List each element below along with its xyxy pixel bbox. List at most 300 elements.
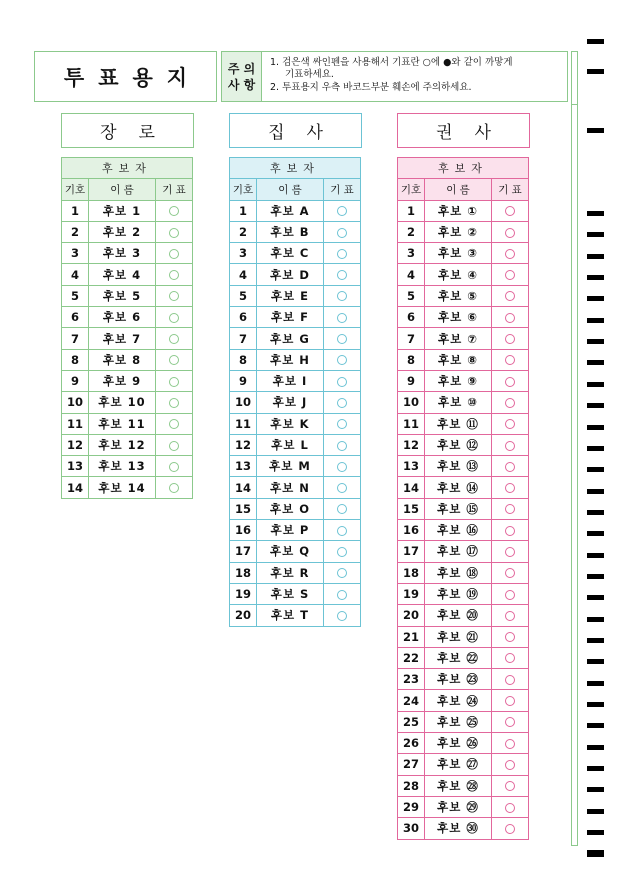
candidate-number: 23 [398,669,425,690]
vote-circle-icon[interactable] [505,653,515,663]
candidate-number: 13 [62,456,89,477]
vote-circle-icon[interactable] [505,590,515,600]
timing-mark [587,510,604,515]
vote-cell[interactable] [492,562,529,583]
candidate-number: 9 [62,370,89,391]
candidate-name: 후보 O [257,498,324,519]
vote-cell[interactable] [156,456,193,477]
vote-circle-icon[interactable] [337,419,347,429]
vote-circle-icon[interactable] [169,270,179,280]
candidate-row [398,264,529,285]
vote-cell[interactable] [492,583,529,604]
candidate-row [62,264,193,285]
candidate-name: 후보 ⑮ [425,498,492,519]
candidate-name: 후보 A [257,200,324,221]
vote-circle-icon[interactable] [505,675,515,685]
candidate-name: 후보 ⑧ [425,349,492,370]
candidate-number: 6 [398,307,425,328]
candidate-number: 8 [230,349,257,370]
candidate-name: 후보 ㉔ [425,690,492,711]
candidate-row [230,413,361,434]
vote-circle-icon[interactable] [169,206,179,216]
candidate-name: 후보 ㉑ [425,626,492,647]
vote-circle-icon[interactable] [505,291,515,301]
vote-cell[interactable] [492,477,529,498]
notice-item-2: 2. 투표용지 우측 바코드부분 훼손에 주의하세요. [270,82,472,93]
vote-circle-icon[interactable] [337,270,347,280]
vote-circle-icon[interactable] [505,334,515,344]
candidate-row [398,775,529,796]
candidate-name: 후보 ㉕ [425,711,492,732]
candidate-row [230,200,361,221]
candidate-row [230,498,361,519]
candidate-row [230,328,361,349]
vote-circle-icon[interactable] [505,717,515,727]
candidate-name: 후보 ㉚ [425,818,492,839]
candidate-name: 후보 ㉓ [425,669,492,690]
timing-mark [587,69,604,74]
candidate-number: 9 [398,370,425,391]
timing-mark [587,318,604,323]
timing-mark [587,254,604,259]
vote-circle-icon[interactable] [337,462,347,472]
candidate-number: 4 [398,264,425,285]
vote-cell[interactable] [492,690,529,711]
candidate-name: 후보 M [257,456,324,477]
vote-cell[interactable] [492,626,529,647]
vote-circle-icon[interactable] [505,781,515,791]
candidate-name: 후보 ② [425,221,492,242]
candidate-name: 후보 ㉖ [425,733,492,754]
vote-cell[interactable] [492,392,529,413]
candidate-number: 4 [230,264,257,285]
candidate-name: 후보 D [257,264,324,285]
vote-cell[interactable] [492,647,529,668]
vote-circle-icon[interactable] [505,696,515,706]
candidate-row [230,307,361,328]
candidate-row [230,477,361,498]
vote-cell[interactable] [492,733,529,754]
candidate-number: 6 [230,307,257,328]
candidate-rows [230,200,361,626]
candidate-number: 9 [230,370,257,391]
candidate-number: 8 [398,349,425,370]
candidate-name: 후보 ⑳ [425,605,492,626]
vote-cell[interactable] [324,498,361,519]
candidate-number: 13 [398,456,425,477]
vote-cell[interactable] [324,328,361,349]
candidate-number: 10 [398,392,425,413]
vote-circle-icon[interactable] [337,398,347,408]
candidate-row [62,456,193,477]
vote-cell[interactable] [492,456,529,477]
candidate-number: 2 [62,221,89,242]
vote-circle-icon[interactable] [337,249,347,259]
vote-circle-icon[interactable] [337,206,347,216]
candidate-row [398,307,529,328]
vote-circle-icon[interactable] [169,313,179,323]
candidate-number: 5 [230,285,257,306]
candidate-row [398,647,529,668]
candidate-row [398,626,529,647]
candidate-name: 후보 ⑨ [425,370,492,391]
vote-cell[interactable] [324,200,361,221]
vote-cell[interactable] [492,243,529,264]
vote-cell[interactable] [492,370,529,391]
vote-cell[interactable] [324,605,361,626]
candidate-row [62,243,193,264]
candidate-row [230,541,361,562]
candidate-name: 후보 ㉙ [425,796,492,817]
vote-cell[interactable] [156,392,193,413]
vote-cell[interactable] [324,541,361,562]
candidate-number: 28 [398,775,425,796]
vote-cell[interactable] [324,456,361,477]
vote-cell[interactable] [492,754,529,775]
section-title: 집사 [229,113,362,148]
vote-cell[interactable] [324,221,361,242]
candidate-row [398,243,529,264]
timing-mark [587,681,604,686]
candidate-name: 후보 2 [89,221,156,242]
candidate-row [230,456,361,477]
timing-mark [587,830,604,835]
vote-circle-icon[interactable] [505,824,515,834]
vote-circle-icon[interactable] [337,590,347,600]
vote-circle-icon[interactable] [337,355,347,365]
candidate-row [398,754,529,775]
candidate-number: 18 [398,562,425,583]
timing-mark [587,850,604,855]
candidate-name: 후보 ⑬ [425,456,492,477]
vote-cell[interactable] [492,264,529,285]
vote-circle-icon[interactable] [337,547,347,557]
candidate-row [398,477,529,498]
vote-cell[interactable] [492,605,529,626]
col-vote: 기 표 [156,179,193,200]
candidate-row [230,221,361,242]
candidate-row [230,520,361,541]
barcode-rail [571,104,578,846]
candidate-number: 26 [398,733,425,754]
timing-mark [587,360,604,365]
candidate-name: 후보 ㉗ [425,754,492,775]
candidate-number: 16 [398,520,425,541]
vote-cell[interactable] [324,562,361,583]
vote-circle-icon[interactable] [505,419,515,429]
vote-circle-icon[interactable] [505,249,515,259]
timing-mark [587,275,604,280]
candidate-header: 후보자 [230,158,361,179]
timing-mark [587,489,604,494]
vote-circle-icon[interactable] [169,355,179,365]
candidate-row [398,818,529,839]
vote-circle-icon[interactable] [505,504,515,514]
vote-circle-icon[interactable] [505,398,515,408]
candidate-number: 12 [230,434,257,455]
vote-circle-icon[interactable] [169,334,179,344]
vote-cell[interactable] [492,221,529,242]
vote-circle-icon[interactable] [337,441,347,451]
timing-mark [587,531,604,536]
vote-cell[interactable] [156,200,193,221]
candidate-name: 후보 ⑯ [425,520,492,541]
candidate-name: 후보 9 [89,370,156,391]
vote-cell[interactable] [324,370,361,391]
candidate-number: 19 [398,583,425,604]
vote-cell[interactable] [492,520,529,541]
vote-circle-icon[interactable] [337,504,347,514]
vote-circle-icon[interactable] [169,377,179,387]
vote-cell[interactable] [156,307,193,328]
vote-circle-icon[interactable] [169,249,179,259]
candidate-number: 11 [398,413,425,434]
candidate-name: 후보 ⑦ [425,328,492,349]
vote-cell[interactable] [324,307,361,328]
candidate-number: 27 [398,754,425,775]
candidate-name: 후보 4 [89,264,156,285]
candidate-name: 후보 ㉒ [425,647,492,668]
candidate-number: 2 [398,221,425,242]
vote-circle-icon[interactable] [337,334,347,344]
candidate-row [62,434,193,455]
notice-label [221,51,262,102]
candidate-row [398,456,529,477]
vote-cell[interactable] [156,413,193,434]
candidate-name: 후보 6 [89,307,156,328]
vote-cell[interactable] [492,711,529,732]
candidate-row [398,285,529,306]
vote-circle-icon[interactable] [337,313,347,323]
candidate-name: 후보 14 [89,477,156,498]
vote-circle-icon[interactable] [337,611,347,621]
vote-circle-icon[interactable] [505,483,515,493]
vote-circle-icon[interactable] [169,441,179,451]
vote-cell[interactable] [156,349,193,370]
vote-cell[interactable] [324,243,361,264]
vote-circle-icon[interactable] [337,377,347,387]
candidate-row [398,328,529,349]
vote-cell[interactable] [156,243,193,264]
candidate-number: 2 [230,221,257,242]
vote-cell[interactable] [324,349,361,370]
vote-cell[interactable] [492,775,529,796]
candidate-row [398,392,529,413]
candidate-number: 29 [398,796,425,817]
candidate-name: 후보 ⑫ [425,434,492,455]
vote-circle-icon[interactable] [169,291,179,301]
candidate-row [230,583,361,604]
candidate-number: 15 [398,498,425,519]
candidate-name: 후보 ⑰ [425,541,492,562]
candidate-row [398,520,529,541]
vote-circle-icon[interactable] [169,419,179,429]
col-number: 기호 [62,179,89,200]
candidate-row [398,562,529,583]
candidate-row [398,541,529,562]
timing-mark [587,425,604,430]
candidate-row [398,690,529,711]
candidate-number: 14 [62,477,89,498]
candidate-name: 후보 13 [89,456,156,477]
vote-cell[interactable] [156,434,193,455]
candidate-row [62,307,193,328]
candidate-number: 7 [230,328,257,349]
candidate-number: 24 [398,690,425,711]
candidate-number: 21 [398,626,425,647]
timing-mark [587,745,604,750]
vote-cell[interactable] [492,328,529,349]
candidate-row [230,370,361,391]
candidate-name: 후보 E [257,285,324,306]
candidate-row [398,221,529,242]
candidate-number: 15 [230,498,257,519]
vote-cell[interactable] [492,349,529,370]
candidate-name: 후보 12 [89,434,156,455]
vote-cell[interactable] [324,392,361,413]
vote-cell[interactable] [492,796,529,817]
vote-circle-icon[interactable] [505,355,515,365]
vote-cell[interactable] [156,370,193,391]
candidate-name: 후보 ④ [425,264,492,285]
candidate-name: 후보 I [257,370,324,391]
candidate-number: 19 [230,583,257,604]
candidate-header: 후보자 [398,158,529,179]
vote-cell[interactable] [156,221,193,242]
candidate-name: 후보 7 [89,328,156,349]
vote-cell[interactable] [492,200,529,221]
timing-mark [587,617,604,622]
candidate-number: 5 [398,285,425,306]
vote-circle-icon[interactable] [337,483,347,493]
vote-cell[interactable] [492,498,529,519]
vote-cell[interactable] [324,264,361,285]
candidate-row [230,349,361,370]
vote-cell[interactable] [324,477,361,498]
vote-cell[interactable] [324,285,361,306]
col-vote: 기 표 [324,179,361,200]
candidate-name: 후보 ⑱ [425,562,492,583]
ballot-title: 투표용지 [34,51,217,102]
vote-circle-icon[interactable] [505,547,515,557]
vote-cell[interactable] [492,434,529,455]
vote-cell[interactable] [492,413,529,434]
vote-circle-icon[interactable] [337,526,347,536]
candidate-row [230,264,361,285]
vote-circle-icon[interactable] [505,228,515,238]
candidate-name: 후보 S [257,583,324,604]
vote-circle-icon[interactable] [505,760,515,770]
notice-label-line-2: 사 항 [227,77,256,92]
vote-circle-icon[interactable] [169,462,179,472]
candidate-number: 22 [398,647,425,668]
vote-cell[interactable] [156,285,193,306]
vote-cell[interactable] [156,477,193,498]
vote-circle-icon[interactable] [505,313,515,323]
vote-circle-icon[interactable] [169,228,179,238]
vote-cell[interactable] [324,413,361,434]
col-name: 이 름 [257,179,324,200]
candidate-name: 후보 K [257,413,324,434]
candidate-row [62,392,193,413]
vote-circle-icon[interactable] [505,206,515,216]
timing-mark [587,638,604,643]
candidate-name: 후보 1 [89,200,156,221]
vote-cell[interactable] [492,285,529,306]
vote-cell[interactable] [492,818,529,839]
vote-cell[interactable] [156,264,193,285]
candidate-number: 12 [62,434,89,455]
timing-mark [587,787,604,792]
candidate-number: 13 [230,456,257,477]
candidate-row [398,711,529,732]
vote-cell[interactable] [324,520,361,541]
vote-circle-icon[interactable] [505,441,515,451]
candidate-name: 후보 Q [257,541,324,562]
vote-circle-icon[interactable] [169,483,179,493]
vote-circle-icon[interactable] [505,803,515,813]
vote-circle-icon[interactable] [505,270,515,280]
col-number: 기호 [230,179,257,200]
candidate-number: 25 [398,711,425,732]
timing-mark [587,659,604,664]
vote-circle-icon[interactable] [505,526,515,536]
vote-circle-icon[interactable] [505,611,515,621]
vote-circle-icon[interactable] [505,377,515,387]
candidate-name: 후보 H [257,349,324,370]
timing-mark [587,382,604,387]
vote-circle-icon[interactable] [505,568,515,578]
candidate-number: 10 [230,392,257,413]
vote-circle-icon[interactable] [337,291,347,301]
candidate-number: 20 [398,605,425,626]
candidate-name: 후보 C [257,243,324,264]
candidate-row [62,285,193,306]
vote-circle-icon[interactable] [169,398,179,408]
candidate-name: 후보 L [257,434,324,455]
candidate-name: 후보 5 [89,285,156,306]
candidate-name: 후보 ⑲ [425,583,492,604]
timing-mark [587,467,604,472]
candidate-name: 후보 F [257,307,324,328]
timing-mark [587,766,604,771]
timing-mark [587,809,604,814]
timing-mark [587,39,604,44]
vote-circle-icon[interactable] [505,462,515,472]
col-name: 이 름 [425,179,492,200]
candidate-name: 후보 ㉘ [425,775,492,796]
vote-circle-icon[interactable] [505,739,515,749]
candidate-table [61,157,193,499]
vote-cell[interactable] [492,307,529,328]
candidate-name: 후보 N [257,477,324,498]
candidate-row [398,733,529,754]
candidate-number: 1 [230,200,257,221]
vote-cell[interactable] [324,434,361,455]
vote-circle-icon[interactable] [337,228,347,238]
candidate-number: 17 [398,541,425,562]
vote-cell[interactable] [324,583,361,604]
vote-circle-icon[interactable] [505,632,515,642]
vote-cell[interactable] [492,669,529,690]
candidate-name: 후보 P [257,520,324,541]
vote-cell[interactable] [156,328,193,349]
candidate-name: 후보 T [257,605,324,626]
section-title: 권사 [397,113,530,148]
candidate-row [62,370,193,391]
vote-circle-icon[interactable] [337,568,347,578]
vote-cell[interactable] [492,541,529,562]
